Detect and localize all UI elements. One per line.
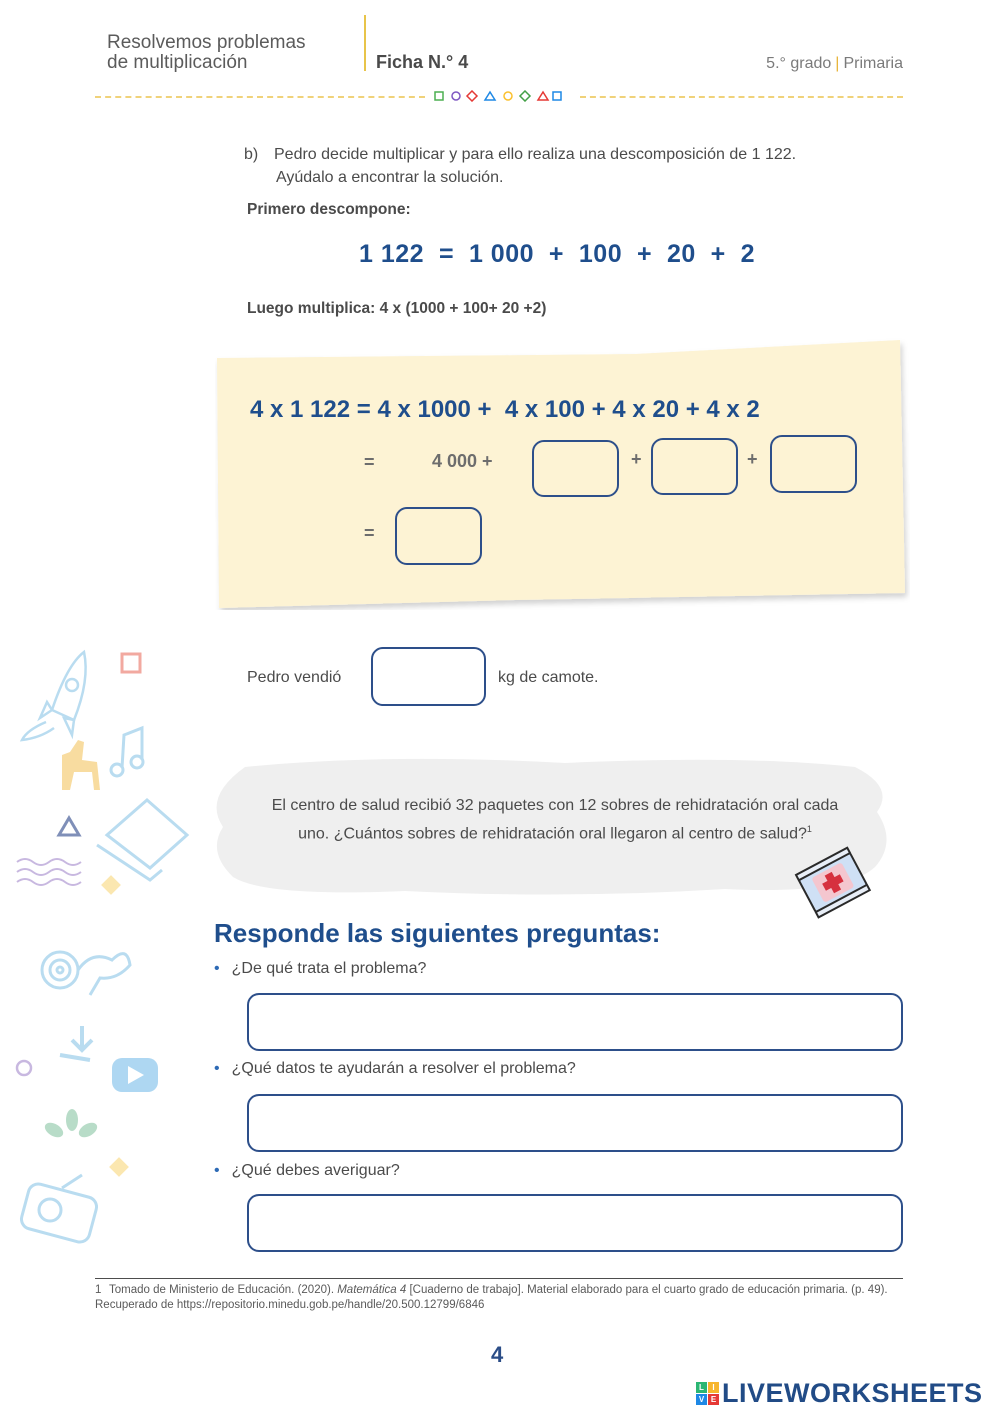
download-icon [60, 1026, 92, 1060]
answer-field-2[interactable] [247, 1094, 903, 1152]
grade-label [766, 55, 903, 73]
equals-sign-2: = [364, 523, 375, 543]
first-product-term: 4 000 + [432, 451, 493, 471]
then-multiply-label: Luego multiplica: 4 x (1000 + 100+ 20 +2) [247, 300, 547, 317]
footnote-text-after: [Cuaderno de trabajo]. Material elaborado para el cuarto grado de educación primaria. (p. 49). Recuperado de https://repositorio.minedu.gob.pe/handle/20.500.12799/6846 [95, 1284, 888, 1311]
diamond-icon-2 [109, 1157, 129, 1177]
square-icon [122, 654, 140, 672]
waves-icon [17, 859, 81, 885]
radio-icon [19, 1175, 99, 1244]
bullet-icon: • [214, 960, 220, 977]
pedro-sold-label: Pedro vendió [247, 669, 342, 686]
title-line-1: Resolvemos problemas [107, 32, 306, 53]
footnote-title: Matemática 4 [337, 1284, 407, 1296]
equals-sign-1: = [364, 452, 375, 472]
answer-field-3[interactable] [247, 1194, 903, 1252]
footnote-number: 1 [95, 1284, 102, 1296]
plus-sign-2: + [747, 449, 758, 469]
llama-icon [62, 740, 100, 790]
worksheet-title [107, 33, 306, 73]
triangle-icon [59, 818, 79, 835]
footnote [95, 1283, 907, 1313]
bullet-icon: • [214, 1162, 220, 1179]
footnote-reference: 1 [806, 823, 812, 834]
health-center-problem-text: El centro de salud recibió 32 paquetes con 12 sobres de rehidratación oral cada uno. ¿Cuántos sobres de rehidratación oral llegaron al centro de salud? [271, 797, 839, 842]
leaves-icon [42, 1109, 99, 1140]
logo-letter-i: I [708, 1382, 719, 1393]
liveworksheets-wordmark: LIVEWORKSHEETS [722, 1378, 983, 1408]
bullet-icon: • [214, 1060, 220, 1077]
colored-shapes-icon [434, 90, 562, 102]
problem-b-statement [244, 143, 796, 189]
question-2 [214, 1060, 576, 1078]
question-3 [214, 1162, 400, 1180]
problem-b-label: b) [244, 146, 259, 163]
circle-icon [17, 1061, 31, 1075]
multiplication-expansion: 4 x 1 122 = 4 x 1000 + 4 x 100 + 4 x 20 + 4 x 2 [250, 396, 760, 423]
header-shapes-ornament [434, 90, 562, 102]
problem-b-line1: Pedro decide multiplicar y para ello realiza una descomposición de 1 122. [274, 146, 797, 163]
rehydration-packet-icon [790, 845, 875, 920]
level-text: Primaria [843, 55, 903, 72]
question-2-text: ¿Qué datos te ayudarán a resolver el problema? [231, 1060, 576, 1077]
questions-heading: Responde las siguientes preguntas: [214, 918, 661, 948]
answer-box-4x2[interactable] [770, 435, 857, 493]
diamond-icon [101, 875, 121, 895]
left-decoration-doodles [12, 640, 202, 1250]
question-3-text: ¿Qué debes averiguar? [231, 1162, 400, 1179]
logo-letter-e: E [708, 1394, 719, 1405]
problem-b-line2: Ayúdalo a encontrar la solución. [276, 169, 504, 186]
page-number: 4 [491, 1342, 504, 1367]
logo-letter-l: L [696, 1382, 707, 1393]
answer-box-4x100[interactable] [532, 440, 619, 497]
spiral-monkey-icon [42, 952, 130, 995]
answer-box-kg-sold[interactable] [371, 647, 486, 706]
title-line-2: de multiplicación [107, 52, 248, 73]
liveworksheets-logo[interactable] [696, 1378, 983, 1409]
header-dashed-line-left [95, 96, 425, 98]
question-1-text: ¿De qué trata el problema? [231, 960, 427, 977]
video-play-icon [112, 1058, 158, 1092]
grade-text: 5.° grado [766, 55, 832, 72]
music-note-icon [111, 728, 143, 776]
answer-field-1[interactable] [247, 993, 903, 1051]
question-1 [214, 960, 426, 978]
laptop-icon [97, 800, 187, 880]
footnote-divider [95, 1278, 903, 1279]
answer-box-total[interactable] [395, 507, 482, 565]
health-center-problem [255, 794, 855, 845]
answer-box-4x20[interactable] [651, 438, 738, 495]
header-divider [364, 15, 366, 71]
kg-camote-label: kg de camote. [498, 669, 599, 686]
rocket-icon [22, 652, 86, 740]
grade-separator: | [835, 55, 840, 72]
liveworksheets-logo-icon [696, 1382, 719, 1405]
logo-letter-v: V [696, 1394, 707, 1405]
decomposition-equation: 1 122 = 1 000 + 100 + 20 + 2 [359, 240, 756, 268]
footnote-text-before: Tomado de Ministerio de Educación. (2020). [109, 1284, 338, 1296]
first-decompose-label: Primero descompone: [247, 201, 411, 218]
plus-sign-1: + [631, 449, 642, 469]
ficha-number: Ficha N.° 4 [376, 52, 469, 72]
header-dashed-line-right [580, 96, 903, 98]
